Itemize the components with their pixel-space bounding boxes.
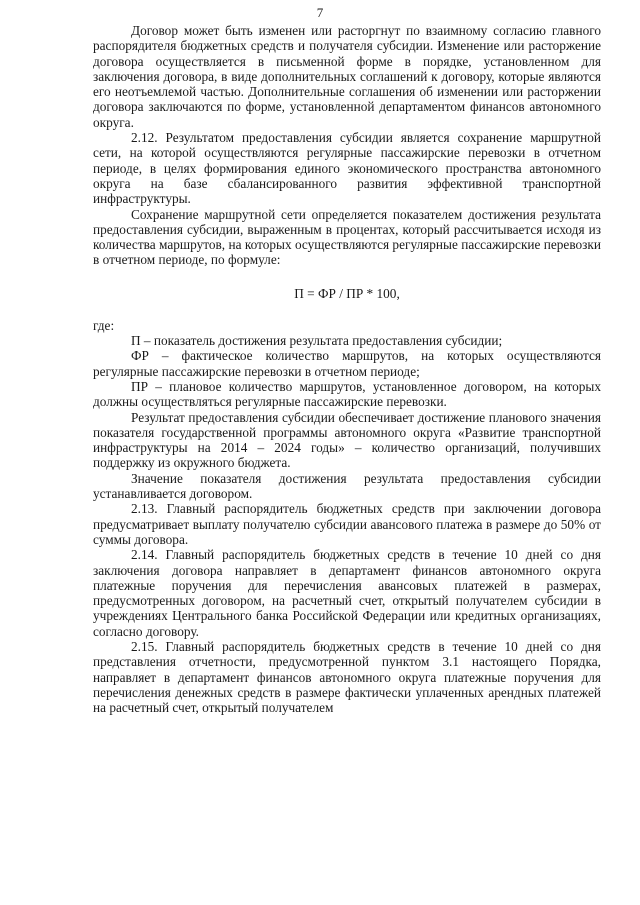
definition-p: П – показатель достижения результата предоставления субсидии; [131, 333, 503, 349]
paragraph-2-15: 2.15. Главный распорядитель бюджетных средств в течение 10 дней со дня представления отчетности, предусмотренной пунктом 3.1 настоящего Порядка, направляет в департамент финансов автономного округа платежные поручения для перечисления денежных средств в размере фактически уплаченных арендных платежей на расчетный счет, открытый получателем [93, 638, 601, 716]
formula: П = ФР / ПР * 100, [294, 285, 400, 301]
definition-fr: ФР – фактическое количество маршрутов, на которых осуществляются регулярные пассажирские перевозки в отчетном периоде; [93, 348, 601, 379]
definition-pr: ПР – плановое количество маршрутов, установленное договором, на которых должны осуществляться регулярные пассажирские перевозки. [93, 378, 601, 410]
document-body [93, 23, 601, 715]
paragraph-where: где: [93, 317, 115, 333]
paragraph-2-14: 2.14. Главный распорядитель бюджетных средств в течение 10 дней со дня заключения договора направляет в департамент финансов автономного округа платежные поручения для перечисления авансовых платежей в размерах, предусмотренных договором, на расчетный счет, открытый получателем субсидии в учреждениях Центрального банка Российской Федерации или кредитных организациях, согласно договору. [93, 547, 601, 639]
paragraph-indicator-value: Значение показателя достижения результата предоставления субсидии устанавливается договором. [93, 470, 601, 502]
paragraph-route-network-indicator: Сохранение маршрутной сети определяется показателем достижения результата предоставления субсидии, выраженным в процентах, который рассчитывается исходя из количества маршрутов, на которых осуществляются регулярные пассажирские перевозки в отчетном периоде, по формуле: [93, 206, 601, 268]
paragraph-contract-amendment: Договор может быть изменен или расторгнут по взаимному согласию главного распорядителя бюджетных средств и получателя субсидии. Изменение или расторжение договора осуществляется в письменной форме в порядке, установленном для заключения договора, в виде дополнительных соглашений к договору, которые являются его неотъемлемой частью. Дополнительные соглашения об изменении или расторжении договора заключаются по форме, установленной департаментом финансов автономного округа. [93, 23, 601, 130]
paragraph-2-12: 2.12. Результатом предоставления субсидии является сохранение маршрутной сети, на которой осуществляются регулярные пассажирские перевозки в отчетном периоде, в целях формирования единого экономического пространства автономного округа на базе сбалансированного развития эффективной транспортной инфраструктуры. [93, 130, 601, 207]
paragraph-program-target: Результат предоставления субсидии обеспечивает достижение планового значения показателя государственной программы автономного округа «Развитие транспортной инфраструктуры на 2014 – 2024 годы» – количество организаций, получивших поддержку из окружного бюджета. [93, 409, 601, 471]
paragraph-2-13: 2.13. Главный распорядитель бюджетных средств при заключении договора предусматривает выплату получателю субсидии авансового платежа в размере до 50% от суммы договора. [93, 501, 601, 547]
page-number: 7 [316, 5, 324, 20]
